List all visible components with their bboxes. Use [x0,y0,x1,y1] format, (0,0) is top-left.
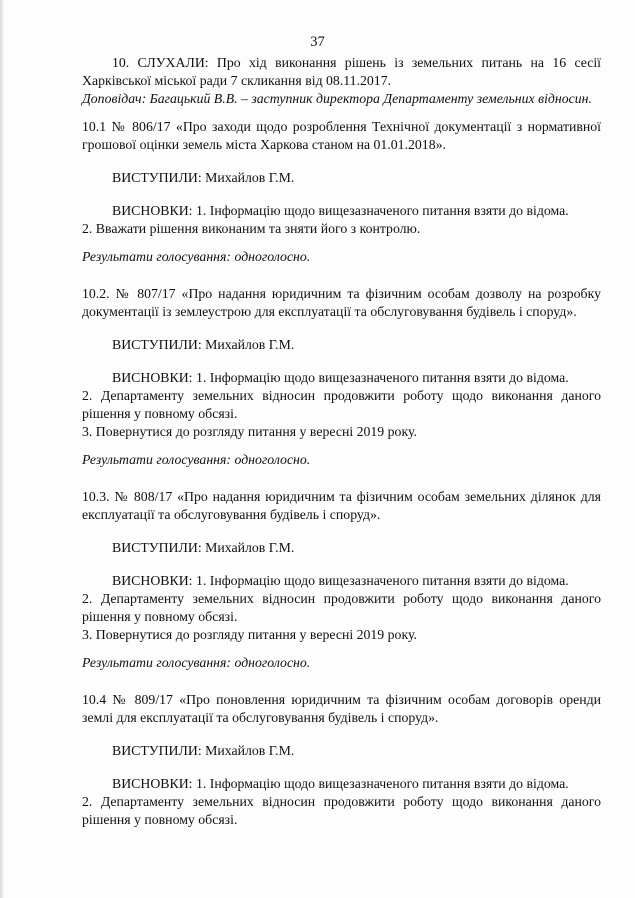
section-10-4-spoke: ВИСТУПИЛИ: Михайлов Г.М. [112,743,295,758]
section-10-1-conclusion-2: 2. Вважати рішення виконаним та зняти його з контролю. [82,221,421,236]
section-10-4-conclusion: ВИСНОВКИ: 1. Інформацію щодо вищезазначеного питання взяти до відома. [112,776,569,791]
section-10-2-vote: Результати голосування: одноголосно. [82,452,311,467]
section-10-2-title: 10.2. № 807/17 «Про надання юридичним та фізичним особам дозволу на розробку документації із землеустрою для експлуатації та обслуговування будівель і споруд». [82,286,601,319]
section-10-3-conclusion-3: 3. Повернутися до розгляду питання у вересні 2019 року. [82,627,417,642]
section-10-4-conclusion-2: 2. Департаменту земельних відносин продовжити роботу щодо виконання даного рішення у повному обсязі. [82,794,601,827]
item-10-heard: 10. СЛУХАЛИ: Про хід виконання рішень із земельних питань на 16 сесії Харківської міської ради 7 скликання від 08.11.2017. [82,55,601,88]
item-10-speaker: Доповідач: Багацький В.В. – заступник директора Департаменту земельних відносин. [82,91,592,106]
section-10-2-conclusion: ВИСНОВКИ: 1. Інформацію щодо вищезазначеного питання взяти до відома. [112,370,569,385]
section-10-1-title: 10.1 № 806/17 «Про заходи щодо розроблення Технічної документації з нормативної грошової оцінки земель міста Харкова станом на 01.01.2018». [82,119,601,152]
section-10-3-conclusion: ВИСНОВКИ: 1. Інформацію щодо вищезазначеного питання взяти до відома. [112,573,569,588]
page-number: 37 [310,34,325,50]
section-10-3-spoke: ВИСТУПИЛИ: Михайлов Г.М. [112,540,295,555]
section-10-3-conclusion-2: 2. Департаменту земельних відносин продовжити роботу щодо виконання даного рішення у повному обсязі. [82,591,601,624]
section-10-2-conclusion-2: 2. Департаменту земельних відносин продовжити роботу щодо виконання даного рішення у повному обсязі. [82,388,601,421]
section-10-1-conclusion: ВИСНОВКИ: 1. Інформацію щодо вищезазначеного питання взяти до відома. [112,203,569,218]
section-10-3-vote: Результати голосування: одноголосно. [82,655,311,670]
section-10-1-vote: Результати голосування: одноголосно. [82,249,311,264]
section-10-2-spoke: ВИСТУПИЛИ: Михайлов Г.М. [112,337,295,352]
section-10-1-spoke: ВИСТУПИЛИ: Михайлов Г.М. [112,170,295,185]
section-10-2-conclusion-3: 3. Повернутися до розгляду питання у вересні 2019 року. [82,424,417,439]
document-body [82,54,601,829]
section-10-3-title: 10.3. № 808/17 «Про надання юридичним та фізичним особам земельних ділянок для експлуатації та обслуговування будівель і споруд». [82,489,601,522]
section-10-4-title: 10.4 № 809/17 «Про поновлення юридичним та фізичним особам договорів оренди землі для експлуатації та обслуговування будівель і споруд». [82,692,601,725]
scan-edge [0,0,4,898]
